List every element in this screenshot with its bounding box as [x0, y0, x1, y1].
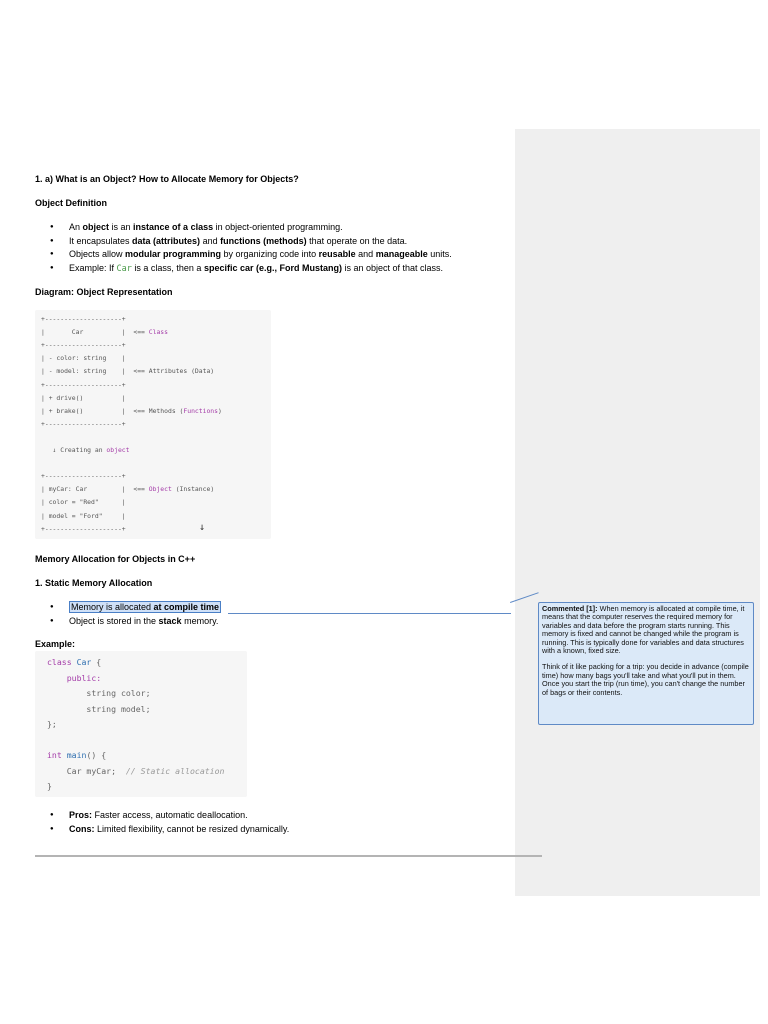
diagram-line: | + drive() | — [41, 393, 126, 402]
diagram-line: +--------------------+ — [41, 341, 126, 350]
comment-balloon[interactable] — [538, 602, 754, 725]
diagram-line: +--------------------+ — [41, 380, 126, 389]
example-code-block — [35, 651, 247, 797]
page-title: 1. a) What is an Object? How to Allocate Memory for Objects? — [35, 174, 299, 184]
code-line: Car myCar; // Static allocation — [47, 766, 225, 776]
comment-paragraph: Commented [1]: When memory is allocated at compile time, it means that the computer reserves the required memory for variables and data before the program starts running. This memory is fixed and cannot be changed while the program is running. This is typically done for variables and data structures with a known, fixed size. — [542, 604, 745, 656]
list-item: ● Cons: Limited flexibility, cannot be resized dynamically. — [35, 823, 289, 837]
static-allocation-list — [35, 601, 221, 628]
comment-anchor-line — [228, 613, 511, 614]
list-item: ● An object is an instance of a class in object-oriented programming. — [35, 221, 452, 235]
section-divider — [35, 855, 542, 857]
code-line: } — [47, 781, 52, 791]
code-line: public: — [47, 673, 102, 683]
example-label: Example: — [35, 639, 76, 649]
list-item — [35, 601, 221, 615]
diagram-line: | myCar: Car | <== Object (Instance) — [41, 485, 215, 494]
object-definition-list — [35, 221, 452, 275]
code-line: int main() { — [47, 750, 107, 760]
code-line: string model; — [47, 704, 151, 714]
diagram-line: | + brake() | <== Methods (Functions) — [41, 406, 222, 415]
static-allocation-heading: 1. Static Memory Allocation — [35, 578, 153, 588]
list-item: ● Objects allow modular programming by organizing code into reusable and manageable units. — [35, 248, 452, 262]
commented-text-highlight[interactable]: Memory is allocated at compile time — [71, 602, 220, 612]
pros-cons-list — [35, 809, 289, 836]
diagram-line: | model = "Ford" | — [41, 511, 126, 520]
diagram-code-block — [35, 310, 271, 539]
diagram-line: +--------------------+ — [41, 472, 126, 481]
comment-paragraph: Think of it like packing for a trip: you decide in advance (compile time) how many bags you'll take and what you'll put in them. Once you start the trip (run time), you can't change the number of bags or their contents. — [542, 662, 749, 697]
list-item: ● Pros: Faster access, automatic deallocation. — [35, 809, 289, 823]
comment-label: Commented [1]: — [542, 604, 598, 613]
code-line: }; — [47, 719, 57, 729]
comment-margin-pane — [515, 129, 760, 896]
list-item: ● It encapsulates data (attributes) and functions (methods) that operate on the data. — [35, 235, 452, 249]
list-item: ● Example: If Car is a class, then a specific car (e.g., Ford Mustang) is an object of that class. — [35, 262, 452, 276]
diagram-line: | - model: string | <== Attributes (Data) — [41, 367, 215, 376]
diagram-line: +--------------------+ — [41, 419, 126, 428]
diagram-line: +--------------------+ — [41, 315, 126, 323]
diagram-line: ↓ Creating an object — [41, 446, 130, 454]
diagram-line: | Car | <== Class — [41, 328, 168, 337]
diagram-line: | - color: string | — [41, 354, 126, 363]
memory-allocation-heading: Memory Allocation for Objects in C++ — [35, 554, 196, 564]
object-definition-heading: Object Definition — [35, 198, 107, 208]
diagram-heading: Diagram: Object Representation — [35, 287, 173, 297]
diagram-line: +--------------------+ — [41, 524, 126, 533]
code-line: string color; — [47, 688, 151, 698]
list-item: ● Object is stored in the stack memory. — [35, 615, 221, 629]
diagram-line: | color = "Red" | — [41, 498, 126, 507]
code-line: class Car { — [47, 657, 102, 667]
arrow-down-icon[interactable]: ↓ — [199, 522, 206, 533]
